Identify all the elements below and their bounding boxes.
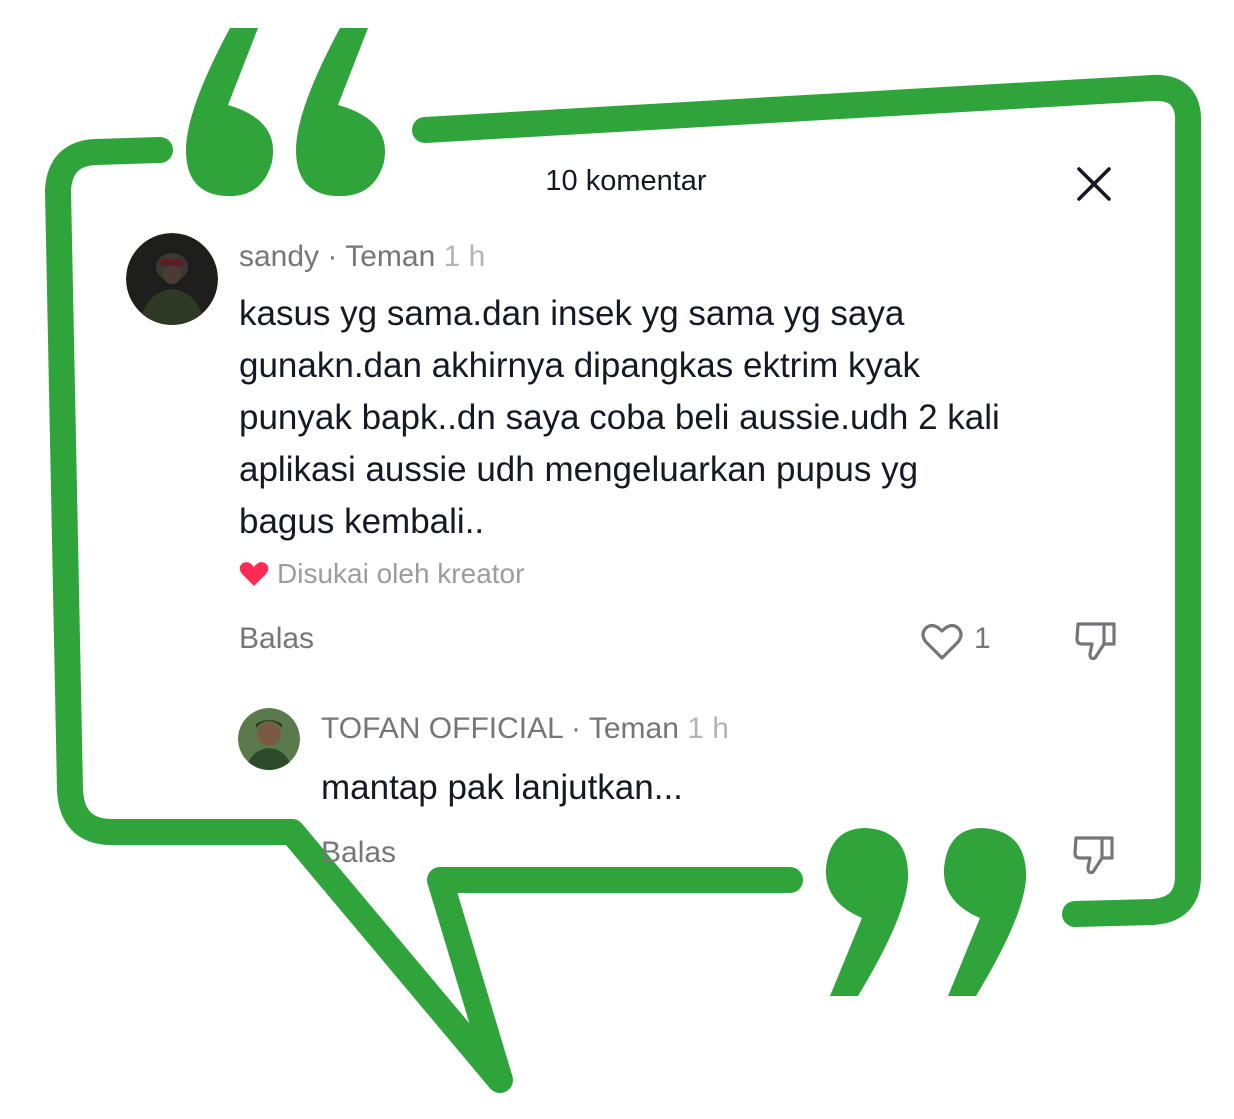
quote-close-icon bbox=[826, 828, 1026, 996]
like-count: 1 bbox=[974, 622, 991, 655]
liked-by-creator bbox=[239, 558, 524, 590]
close-icon bbox=[1070, 160, 1118, 208]
dislike-icon bbox=[1074, 618, 1120, 664]
comment-username[interactable]: sandy bbox=[239, 240, 320, 273]
comment-meta-2 bbox=[321, 712, 729, 746]
liked-by-creator-label: Disukai oleh kreator bbox=[277, 558, 525, 589]
dislike-button[interactable] bbox=[1074, 618, 1120, 664]
relation-label: Teman bbox=[345, 240, 436, 273]
comment-time: 1 h bbox=[687, 712, 729, 745]
comments-header-title: 10 komentar bbox=[545, 165, 707, 197]
comment-text-line: kasus yg sama.dan insek yg sama yg saya bbox=[239, 294, 905, 333]
reply-button[interactable]: Balas bbox=[239, 622, 315, 655]
heart-outline-icon bbox=[920, 620, 964, 662]
avatar-image bbox=[126, 233, 218, 325]
comment-text-line: punyak bapk..dn saya coba beli aussie.udh 2 kali bbox=[239, 398, 1000, 437]
comment-text-line: gunakn.dan akhirnya dipangkas ektrim kyak bbox=[239, 346, 920, 385]
comment-text-line: bagus kembali.. bbox=[239, 502, 485, 541]
comment-time: 1 h bbox=[443, 240, 486, 273]
relation-label: Teman bbox=[588, 712, 679, 745]
comment-text-line: aplikasi aussie udh mengeluarkan pupus yg bbox=[239, 450, 919, 489]
comment-text: mantap pak lanjutkan... bbox=[321, 768, 683, 807]
reply-button[interactable]: Balas bbox=[321, 836, 397, 869]
like-button[interactable] bbox=[920, 620, 964, 662]
dislike-icon bbox=[1072, 832, 1118, 878]
avatar-tofan-official[interactable] bbox=[238, 708, 300, 770]
heart-filled-icon bbox=[239, 561, 269, 587]
close-button[interactable] bbox=[1070, 160, 1118, 208]
avatar-sandy[interactable] bbox=[126, 233, 218, 325]
comment-meta-1 bbox=[239, 240, 485, 274]
meta-separator: · bbox=[327, 240, 346, 273]
dislike-button[interactable] bbox=[1072, 832, 1118, 878]
comment-username[interactable]: TOFAN OFFICIAL bbox=[321, 712, 563, 745]
meta-separator: · bbox=[571, 712, 589, 745]
avatar-image bbox=[238, 708, 300, 770]
